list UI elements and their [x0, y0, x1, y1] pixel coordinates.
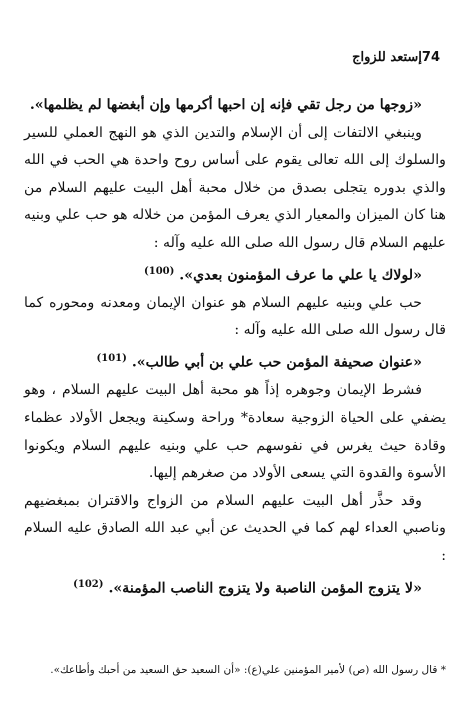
paragraph-2	[24, 120, 446, 258]
hadith-quote-3	[24, 571, 446, 603]
hadith-quote-2-ref: (101)	[96, 353, 127, 365]
hadith-quote-1	[24, 258, 446, 290]
hadith-quote-3-text: «لا يتزوج المؤمن الناصبة ولا يتزوج الناصب المؤمنة».	[108, 580, 422, 597]
paragraph-4	[24, 290, 446, 345]
paragraph-2-text: وينبغي الالتفات إلى أن الإسلام والتدين الذي هو النهج العملي للسير والسلوك إلى الله تعالى يقوم على أساس روح واحدة هي الحب في الله والذي بدوره يتجلى بصدق من خلال محبة أهل البيت عليهم السلام من هنا كان الميزان والمعيار الذي يعرف المؤمن من خلاله هو حب علي وبنيه عليهم السلام قال رسول الله صلى الله عليه وآله :	[24, 124, 446, 251]
page-body	[24, 92, 446, 603]
paragraph-1-text: «زوجها من رجل تقي فإنه إن احبها أكرمها وإن أبغضها لم يظلمها».	[29, 97, 422, 113]
paragraph-7	[24, 488, 446, 571]
hadith-quote-2	[24, 345, 446, 377]
hadith-quote-1-ref: (100)	[144, 265, 175, 277]
footnote-text: * قال رسول الله (ص) لأمير المؤمنين علي(ع): «أن السعيد حق السعيد من أحبك وأطاعك».	[50, 664, 446, 676]
hadith-quote-3-ref: (102)	[73, 578, 104, 590]
hadith-quote-2-text: «عنوان صحيفة المؤمن حب علي بن أبي طالب».	[131, 354, 422, 371]
header-title: إستعد للزواج	[352, 50, 422, 65]
paragraph-6-text: فشرط الإيمان وجوهره إذاً هو محبة أهل البيت عليهم السلام ، وهو يضفي على الحياة الزوجية سعادة* وراحة وسكينة ويجعل الأولاد عظماء وقادة حيث يغرس في نفوسهم حب علي وبنيه عليهم السلام ويكونوا الأسوة والقدوة التي يسعى الأولاد من صغرهم إليها.	[24, 382, 446, 482]
page-header	[40, 50, 446, 65]
paragraph-1-quote	[24, 92, 446, 120]
footnote	[24, 662, 446, 678]
paragraph-6	[24, 377, 446, 487]
hadith-quote-1-text: «لولاك يا علي ما عرف المؤمنون بعدي».	[179, 267, 422, 284]
paragraph-7-text: وقد حذَّر أهل البيت عليهم السلام من الزواج والاقتران بمبغضيهم وناصبي العداء لهم كما في الحديث عن أبي عبد الله الصادق عليه السلام :	[24, 492, 446, 564]
paragraph-4-text: حب علي وبنيه عليهم السلام هو عنوان الإيمان ومعدنه ومحوره كما قال رسول الله صلى الله عليه وآله :	[24, 294, 446, 339]
page-number: 74	[421, 50, 440, 65]
